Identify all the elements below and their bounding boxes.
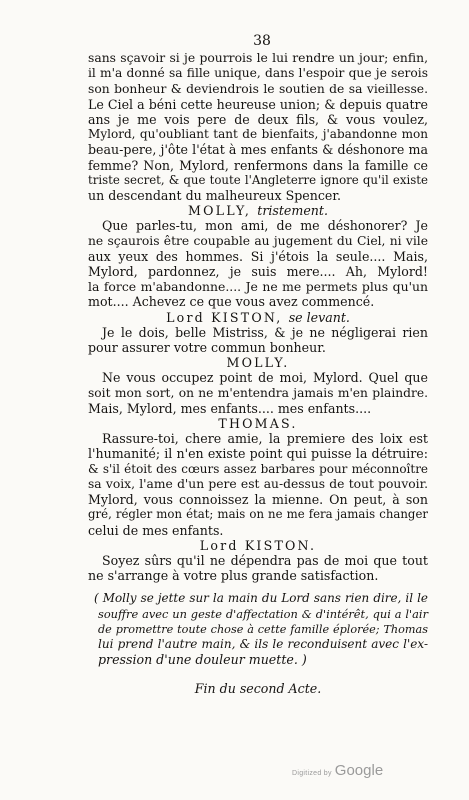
speech-block <box>88 355 428 416</box>
dialogue-line: ne s'arrange à votre plus grande satisfaction. <box>88 568 379 584</box>
dialogue-line: la force m'abandonne.... Je ne me permets plus qu'un <box>88 279 428 295</box>
dialogue-line: Je le dois, belle Mistriss, & je ne négligerai rien <box>102 324 428 340</box>
dialogue-line: Que parles-tu, mon ami, de me déshonorer? Je <box>102 218 428 234</box>
text-line: un descendant du malheureux Spencer. <box>88 188 341 204</box>
dialogue-line: Mais, Mylord, mes enfants.... mes enfants.... <box>88 400 372 416</box>
stage-direction-line: ( Molly se jette sur la main du Lord sans rien dire, il le <box>94 591 428 606</box>
dialogue-line: aux yeux des hommes. Si j'étois la seule.... Mais, <box>88 248 428 264</box>
speech-block <box>88 538 428 584</box>
dialogue-line: sa voix, l'ame d'un pere est au-dessus de tout pouvoir. <box>88 476 428 491</box>
speaker-name <box>88 538 428 553</box>
stage-direction-line: souffre avec un geste d'affectation & d'intérêt, qui a l'air <box>98 606 428 621</box>
dialogue-line: l'humanité; il n'en existe point qui puisse la détruire: <box>88 446 428 462</box>
text-line: ans je me vois pere de deux fils, & vous voulez, <box>88 112 428 128</box>
speaker-direction: se levant. <box>288 309 350 325</box>
speaker-name <box>88 416 428 431</box>
stage-direction <box>88 591 428 667</box>
dialogue-line: ne sçaurois être coupable au jugement du Ciel, ni vile <box>88 233 428 248</box>
dialogue-line: mot.... Achevez ce que vous avez commencé. <box>88 294 375 310</box>
dialogue-line: Ne vous occupez point de moi, Mylord. Quel que <box>102 370 428 386</box>
stage-direction-line: de promettre toute chose à cette famille éplorée; Thomas <box>98 622 428 636</box>
speech-block <box>88 203 428 309</box>
text-line: Le Ciel a béni cette heureuse union; & depuis quatre <box>88 96 428 112</box>
dialogue-line: Rassure-toi, chere amie, la premiere des loix est <box>102 431 428 447</box>
speaker-label: THOMAS. <box>218 416 298 432</box>
speech-block <box>88 416 428 538</box>
text-line: il m'a donné sa fille unique, dans l'espoir que je serois <box>88 66 428 81</box>
speaker-label: MOLLY, <box>188 203 252 219</box>
act-end-text: Fin du second Acte. <box>194 681 322 697</box>
speaker-label: Lord KISTON, <box>166 309 283 325</box>
text-line: Mylord, qu'oubliant tant de bienfaits, j'abandonne mon <box>88 127 428 142</box>
speaker-name <box>88 203 428 218</box>
opening-paragraph <box>88 51 428 203</box>
stage-direction-line: pression d'une douleur muette. ) <box>98 652 307 668</box>
speaker-name <box>88 355 428 370</box>
speech-block <box>88 310 428 356</box>
watermark-prefix: Digitized by <box>292 770 332 777</box>
text-line: femme? Non, Mylord, renfermons dans la famille ce <box>88 157 428 173</box>
page-number: 38 <box>253 33 271 49</box>
text-line: beau-pere, j'ôte l'état à mes enfants & déshonore ma <box>88 142 428 158</box>
dialogue-scenes <box>88 203 428 583</box>
text-line: sans sçavoir si je pourrois le lui rendre un jour; enfin, <box>88 51 428 66</box>
stage-direction-line: lui prend l'autre main, & ils le reconduisent avec l'ex- <box>98 636 428 651</box>
text-line: triste secret, & que toute l'Angleterre ignore qu'il existe <box>88 172 428 187</box>
dialogue-line: Mylord, pardonnez, je suis mere.... Ah, Mylord! <box>88 264 428 280</box>
dialogue-line: & s'il étoit des cœurs assez barbares pour méconnoître <box>88 461 428 476</box>
speaker-label: MOLLY. <box>226 355 290 371</box>
dialogue-line: Soyez sûrs qu'il ne dépendra pas de moi que tout <box>102 552 428 568</box>
google-logo-text: Google <box>334 762 384 779</box>
dialogue-line: Mylord, vous connoissez la mienne. On peut, à son <box>88 492 428 508</box>
speaker-label: Lord KISTON. <box>199 537 317 553</box>
page-text-block <box>88 34 428 697</box>
digitized-by-google-watermark <box>292 762 383 780</box>
speaker-direction: tristement. <box>257 203 328 219</box>
text-line: son bonheur & deviendrois le soutien de sa vieillesse. <box>88 81 428 96</box>
dialogue-line: gré, régler mon état; mais on ne me fera jamais changer <box>88 507 428 522</box>
dialogue-line: celui de mes enfants. <box>88 522 224 538</box>
dialogue-line: soit mon sort, on ne m'entendra jamais m'en plaindre. <box>88 385 428 400</box>
dialogue-line: pour assurer votre commun bonheur. <box>88 340 326 356</box>
speaker-name <box>88 310 428 325</box>
